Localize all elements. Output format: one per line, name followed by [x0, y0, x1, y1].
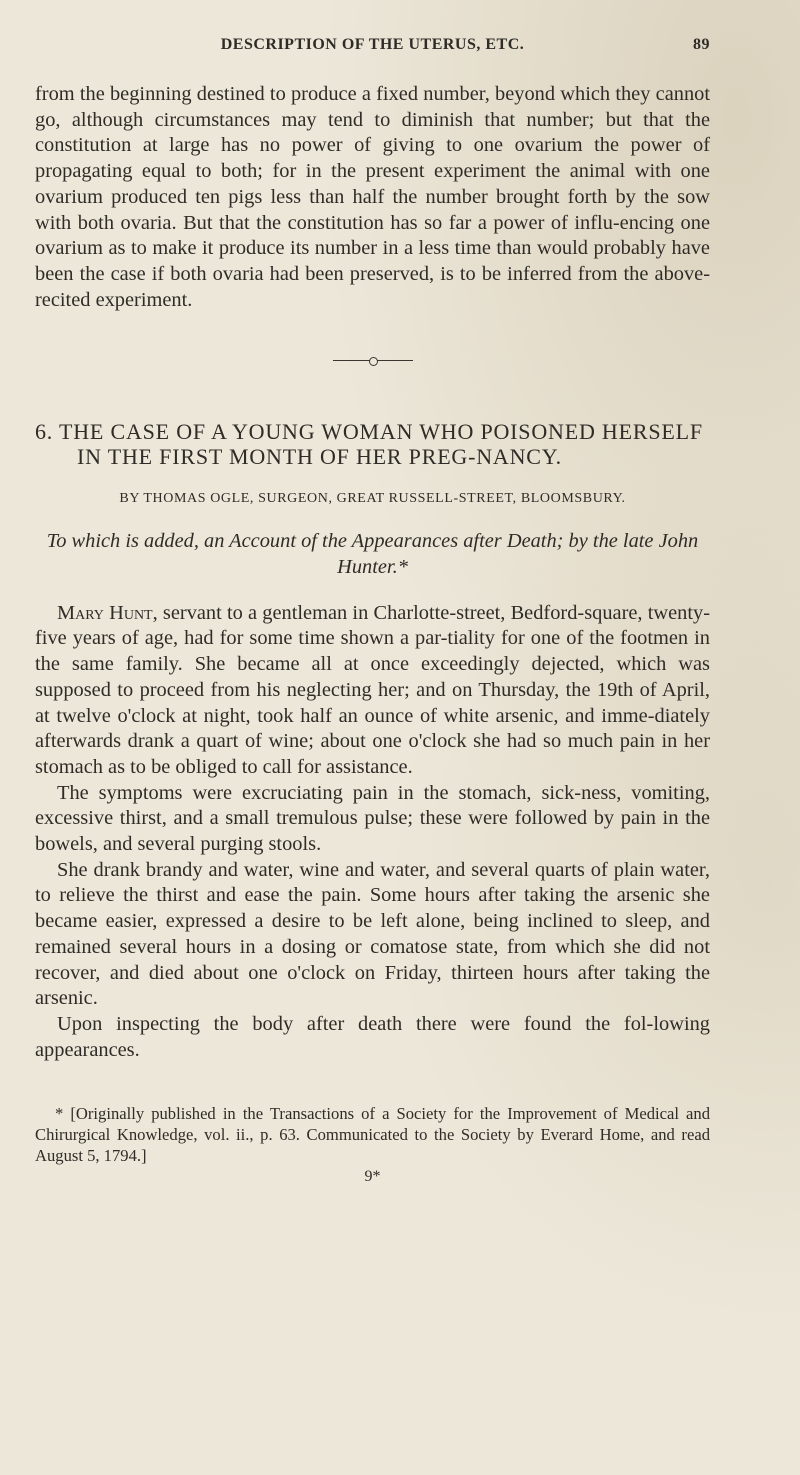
page-number: 89 [693, 36, 710, 53]
page-content [35, 30, 710, 1186]
continuation-paragraph: from the beginning destined to produce a fixed number, beyond which they cannot go, although circumstances may tend to diminish that number; but that the constitution at large has no power of giving to one ovarium the power of propagating equal to both; for in the present experiment the animal with one ovarium produced ten pigs less than half the number brought forth by the sow with both ovaria. But that the constitution has so far a power of influ-encing one ovarium as to make it produce its number in a less time than would probably have been the case if both ovaria had been preserved, is to be inferred from the above-recited experiment. [35, 83, 710, 311]
lead-name: Mary Hunt, [57, 601, 158, 624]
article-addendum: To which is added, an Account of the Appearances after Death; by the late John Hunter.* [46, 530, 699, 579]
body-paragraph-text: servant to a gentleman in Charlotte-street, Bedford-square, twenty-five years of age, had for some time shown a par-tiality for one of the footmen in the same family. She became all at once exceedingly dejected, which was supposed to proceed from his neglecting her; and on Thursday, the 19th of April, at twelve o'clock at night, took half an ounce of white arsenic, and imme-diately afterwards drank a quart of wine; about one o'clock she had so much pain in her stomach as to be obliged to call for assistance. [35, 601, 710, 778]
article-title: 6. THE CASE OF A YOUNG WOMAN WHO POISONED HERSELF IN THE FIRST MONTH OF HER PREG-NANCY. [35, 419, 703, 470]
footnote: * [Originally published in the Transactions of a Society for the Improvement of Medical and Chirurgical Knowledge, vol. ii., p. 63. Communicated to the Society by Everard Home, and read August 5, 1794.] [35, 1104, 710, 1166]
running-head [35, 30, 710, 60]
running-head-title: DESCRIPTION OF THE UTERUS, ETC. [220, 36, 525, 53]
body-paragraph [35, 601, 710, 781]
section-divider [333, 355, 413, 367]
body-paragraph: Upon inspecting the body after death there were found the fol-lowing appearances. [35, 1012, 710, 1061]
article-byline: BY THOMAS OGLE, SURGEON, GREAT RUSSELL-STREET, BLOOMSBURY. [119, 491, 626, 507]
signature-mark: 9* [364, 1168, 381, 1186]
body-paragraph: She drank brandy and water, wine and water, and several quarts of plain water, to relieve the thirst and ease the pain. Some hours after taking the arsenic she became easier, expressed a desire to be left alone, being inclined to sleep, and remained several hours in a dosing or comatose state, from which she did not recover, and died about one o'clock on Friday, thirteen hours after taking the arsenic. [35, 858, 710, 1010]
body-paragraph: The symptoms were excruciating pain in the stomach, sick-ness, vomiting, excessive thirst, and a small tremulous pulse; these were followed by pain in the bowels, and several purging stools. [35, 781, 710, 856]
